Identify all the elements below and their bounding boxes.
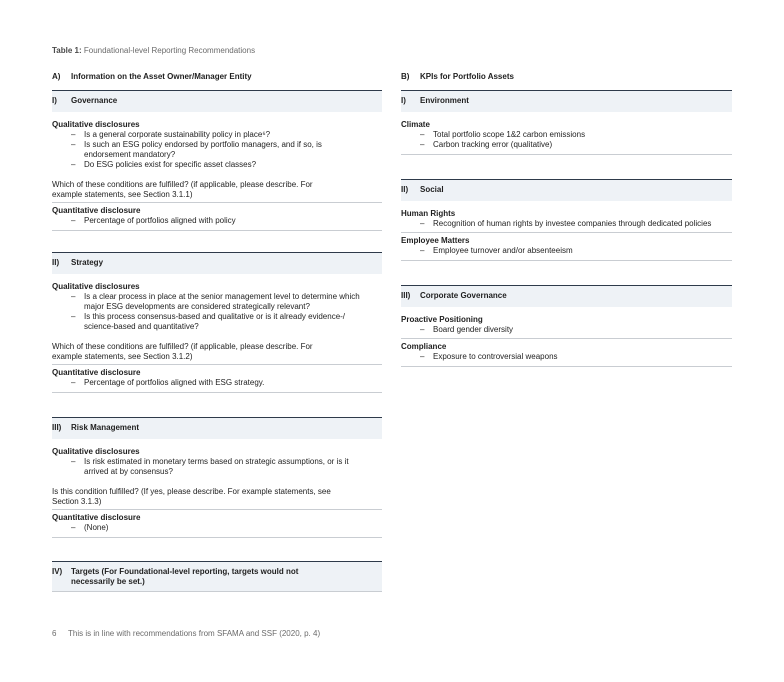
list-item: – Is a general corporate sustainability policy in place⁶? <box>52 130 382 140</box>
divider <box>52 591 382 592</box>
human-rights-label: Human Rights <box>401 209 456 218</box>
section-header: II) Social <box>401 179 732 201</box>
proactive-positioning-label: Proactive Positioning <box>401 315 483 324</box>
quantitative-list <box>52 378 382 388</box>
compliance-list <box>401 352 732 362</box>
qualitative-list <box>52 130 382 170</box>
climate-list <box>401 130 732 150</box>
list-item: – Employee turnover and/or absenteeism <box>401 246 732 256</box>
section-header: I) Governance <box>52 90 382 112</box>
list-item: – Is such an ESG policy endorsed by portfolio managers, and if so, is endorsement mandatory? <box>52 140 382 160</box>
list-item: – Board gender diversity <box>401 325 732 335</box>
quantitative-list <box>52 216 382 226</box>
condition-paragraph: Which of these conditions are fulfilled? (if applicable, please describe. For example statements, see Section 3.1.2) <box>52 342 313 361</box>
divider <box>401 260 732 261</box>
employee-matters-label: Employee Matters <box>401 236 470 245</box>
human-rights-list <box>401 219 732 229</box>
section-targets <box>52 561 382 592</box>
list-item: – Carbon tracking error (qualitative) <box>401 140 732 150</box>
divider <box>401 232 732 233</box>
condition-paragraph: Is this condition fulfilled? (If yes, please describe. For example statements, see Section 3.1.3) <box>52 487 331 506</box>
list-item: – Total portfolio scope 1&2 carbon emissions <box>401 130 732 140</box>
column-heading-b: B) KPIs for Portfolio Assets <box>401 72 514 81</box>
section-risk-management <box>52 417 382 538</box>
divider <box>52 230 382 231</box>
condition-paragraph: Which of these conditions are fulfilled? (if applicable, please describe. For example statements, see Section 3.1.1) <box>52 180 313 199</box>
section-header: III) Corporate Governance <box>401 285 732 307</box>
section-social <box>401 179 732 261</box>
list-item: – Recognition of human rights by investee companies through dedicated policies <box>401 219 732 229</box>
list-item: – Exposure to controversial weapons <box>401 352 732 362</box>
section-environment <box>401 90 732 155</box>
divider <box>52 509 382 510</box>
left-column <box>52 70 382 592</box>
proactive-positioning-list <box>401 325 732 335</box>
quantitative-list <box>52 523 382 533</box>
section-strategy <box>52 252 382 393</box>
footnote-number: 6 <box>52 629 57 638</box>
qualitative-label: Qualitative disclosures <box>52 120 140 129</box>
list-item: – (None) <box>52 523 382 533</box>
list-item: – Is this process consensus-based and qualitative or is it already evidence-/ science-based and quantitative? <box>52 312 382 332</box>
divider <box>401 338 732 339</box>
caption-label: Table 1: <box>52 46 82 55</box>
divider <box>401 154 732 155</box>
climate-label: Climate <box>401 120 430 129</box>
list-item: – Do ESG policies exist for specific asset classes? <box>52 160 382 170</box>
divider <box>401 366 732 367</box>
divider <box>52 202 382 203</box>
list-item: – Is risk estimated in monetary terms based on strategic assumptions, or is it arrived at by consensus? <box>52 457 382 477</box>
divider <box>52 364 382 365</box>
qualitative-label: Qualitative disclosures <box>52 447 140 456</box>
section-header: IV) Targets (For Foundational-level reporting, targets would not necessarily be set.) <box>52 561 382 591</box>
table-caption <box>52 46 255 55</box>
quantitative-label: Quantitative disclosure <box>52 513 141 522</box>
section-header: III) Risk Management <box>52 417 382 439</box>
footnote <box>52 629 320 638</box>
divider <box>52 537 382 538</box>
list-item: – Percentage of portfolios aligned with ESG strategy. <box>52 378 382 388</box>
qualitative-list <box>52 292 382 332</box>
list-item: – Percentage of portfolios aligned with policy <box>52 216 382 226</box>
column-heading-a: A) Information on the Asset Owner/Manager Entity <box>52 72 252 81</box>
list-item: – Is a clear process in place at the senior management level to determine which major ESG developments are considered strategically relevant? <box>52 292 382 312</box>
quantitative-label: Quantitative disclosure <box>52 206 141 215</box>
section-corporate-governance <box>401 285 732 367</box>
right-column <box>401 70 732 367</box>
section-header: II) Strategy <box>52 252 382 274</box>
divider <box>52 392 382 393</box>
footnote-text: This is in line with recommendations from SFAMA and SSF (2020, p. 4) <box>68 629 321 638</box>
employee-matters-list <box>401 246 732 256</box>
qualitative-list <box>52 457 382 477</box>
section-governance <box>52 90 382 231</box>
compliance-label: Compliance <box>401 342 447 351</box>
caption-text: Foundational-level Reporting Recommendations <box>83 46 256 55</box>
quantitative-label: Quantitative disclosure <box>52 368 141 377</box>
section-header: I) Environment <box>401 90 732 112</box>
qualitative-label: Qualitative disclosures <box>52 282 140 291</box>
